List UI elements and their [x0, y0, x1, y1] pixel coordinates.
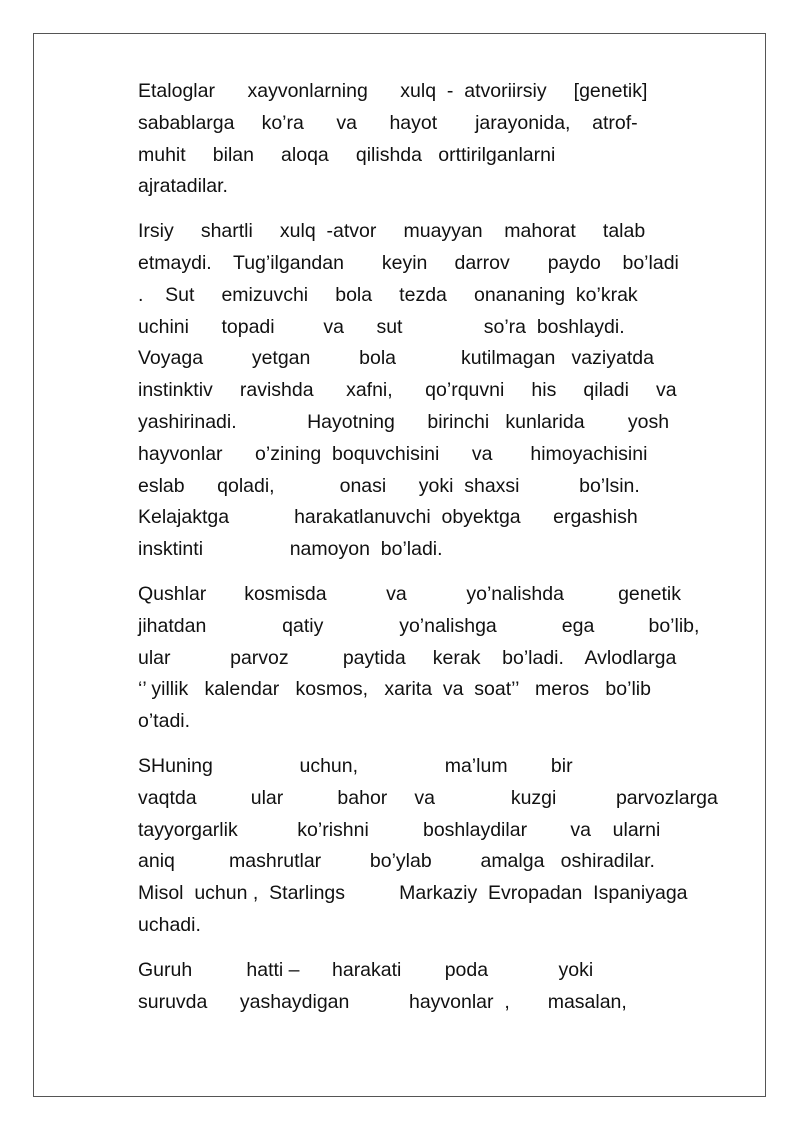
text-line: ular parvoz paytida kerak bo’ladi. Avlodlarga [138, 646, 677, 669]
text-line: vaqtda ular bahor va kuzgi parvozlarga [138, 786, 718, 809]
paragraph [138, 216, 748, 566]
paragraph [138, 76, 748, 203]
text-line: Misol uchun , Starlings Markaziy Evropadan Ispaniyaga [138, 882, 688, 905]
text-line: ajratadilar. [138, 175, 228, 198]
paragraph [138, 751, 748, 942]
text-line: ‘’ yillik kalendar kosmos, xarita va soat’’ meros bo’lib [138, 678, 651, 701]
text-line: jihatdan qatiy yo’nalishga ega bo’lib, [138, 614, 700, 637]
text-line: Voyaga yetgan bola kutilmagan vaziyatda [138, 347, 654, 370]
text-line: o’tadi. [138, 710, 191, 733]
text-line: sabablarga ko’ra va hayot jarayonida, atrof- [138, 111, 638, 134]
text-line: aniq mashrutlar bo’ylab amalga oshiradilar. [138, 850, 655, 873]
text-line: yashirinadi. Hayotning birinchi kunlarida yosh [138, 410, 670, 433]
document-body [138, 76, 748, 1031]
text-line: SHuning uchun, ma’lum bir [138, 754, 573, 777]
paragraph [138, 955, 748, 1019]
paragraph [138, 579, 748, 738]
text-line: tayyorgarlik ko’rishni boshlaydilar va ularni [138, 818, 661, 841]
text-line: Irsiy shartli xulq -atvor muayyan mahorat talab [138, 220, 646, 243]
text-line: uchadi. [138, 913, 201, 936]
text-line: . Sut emizuvchi bola tezda onananing ko’krak [138, 283, 638, 306]
text-line: instinktiv ravishda xafni, qo’rquvni his qiladi va [138, 379, 677, 402]
text-line: Qushlar kosmisda va yo’nalishda genetik [138, 582, 681, 605]
text-line: eslab qoladi, onasi yoki shaxsi bo’lsin. [138, 474, 640, 497]
text-line: Guruh hatti – harakati poda yoki [138, 958, 594, 981]
text-line: insktinti namoyon bo’ladi. [138, 538, 443, 561]
text-line: etmaydi. Tug’ilgandan keyin darrov paydo bo’ladi [138, 251, 679, 274]
text-line: Kelajaktga harakatlanuvchi obyektga ergashish [138, 506, 638, 529]
text-line: uchini topadi va sut so’ra boshlaydi. [138, 315, 625, 338]
text-line: muhit bilan aloqa qilishda orttirilganlarni [138, 143, 556, 166]
text-line: hayvonlar o’zining boquvchisini va himoyachisini [138, 442, 648, 465]
text-line: Etaloglar xayvonlarning xulq - atvoriirsiy [genetik] [138, 80, 648, 102]
text-line: suruvda yashaydigan hayvonlar , masalan, [138, 990, 627, 1013]
